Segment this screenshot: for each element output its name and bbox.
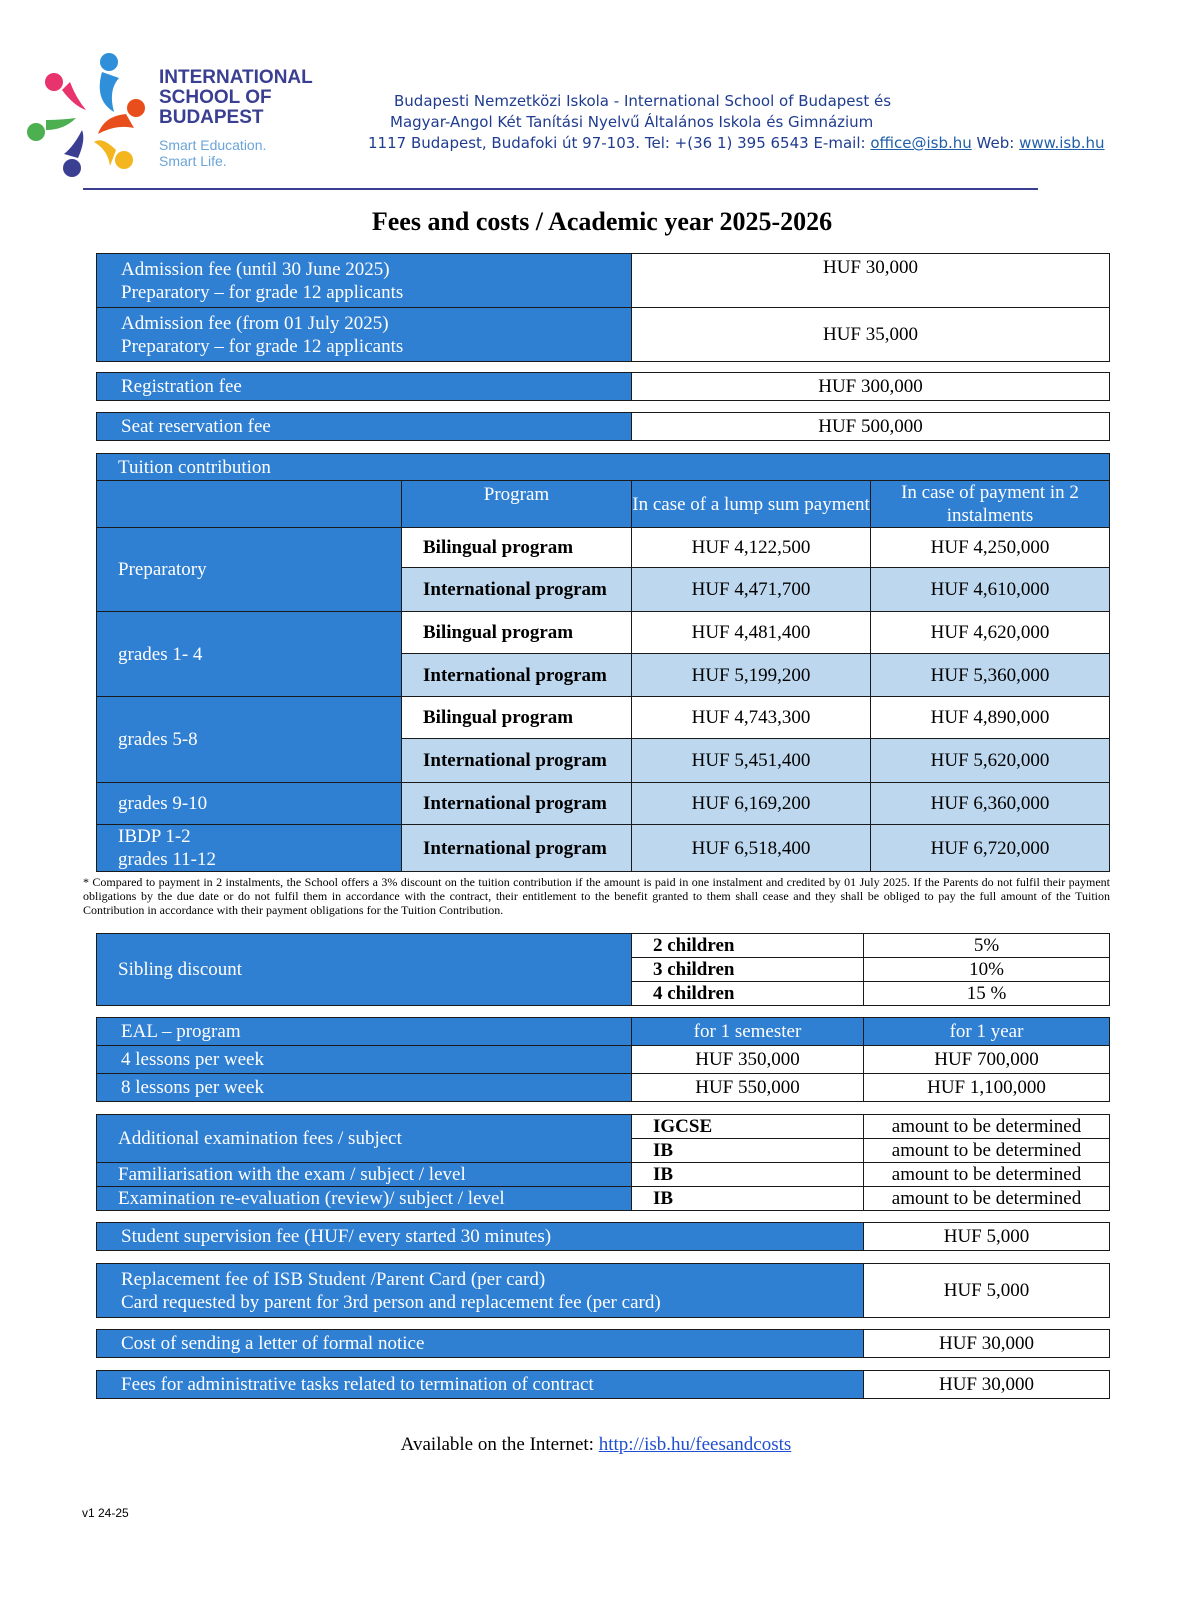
level-ibdp: IBDP 1-2 grades 11-12 bbox=[97, 825, 402, 872]
termination-fee-table bbox=[96, 1370, 1110, 1399]
seat-fee-value: HUF 500,000 bbox=[632, 413, 1110, 441]
sibling-discount-label: Sibling discount bbox=[97, 934, 632, 1006]
re-evaluation-label: Examination re-evaluation (review)/ subject / level bbox=[97, 1187, 632, 1211]
formal-notice-label: Cost of sending a letter of formal notice bbox=[97, 1330, 864, 1358]
exam-type-igcse: IGCSE bbox=[632, 1115, 864, 1139]
logo-tagline: Smart Education. Smart Life. bbox=[159, 137, 267, 169]
sibling-percent: 5% bbox=[864, 934, 1110, 958]
supervision-fee-value: HUF 5,000 bbox=[864, 1223, 1110, 1251]
school-name-line1: Budapesti Nemzetközi Iskola - International School of Budapest és bbox=[394, 92, 892, 110]
logo-figures-icon bbox=[24, 50, 154, 185]
level-grades-1-4: grades 1- 4 bbox=[97, 612, 402, 697]
program-cell: Bilingual program bbox=[402, 697, 632, 739]
program-cell: International program bbox=[402, 568, 632, 612]
additional-exam-label: Additional examination fees / subject bbox=[97, 1115, 632, 1163]
inst-cell: HUF 6,360,000 bbox=[871, 783, 1110, 825]
lump-cell: HUF 4,481,400 bbox=[632, 612, 871, 654]
admission-from-value: HUF 35,000 bbox=[632, 308, 1110, 362]
school-address bbox=[330, 91, 1130, 154]
tuition-table bbox=[96, 453, 1110, 872]
exam-amount: amount to be determined bbox=[864, 1139, 1110, 1163]
admission-from-label: Admission fee (from 01 July 2025) Preparatory – for grade 12 applicants bbox=[97, 308, 632, 362]
tuition-col-inst: In case of payment in 2 instalments bbox=[871, 481, 1110, 528]
familiarisation-label: Familiarisation with the exam / subject / level bbox=[97, 1163, 632, 1187]
tuition-col-program: Program bbox=[402, 481, 632, 528]
lump-cell: HUF 5,199,200 bbox=[632, 654, 871, 697]
fees-link[interactable]: http://isb.hu/feesandcosts bbox=[598, 1434, 792, 1455]
formal-notice-value: HUF 30,000 bbox=[864, 1330, 1110, 1358]
inst-cell: HUF 4,890,000 bbox=[871, 697, 1110, 739]
school-logo bbox=[24, 50, 154, 185]
supervision-fee-table bbox=[96, 1222, 1110, 1251]
exam-type-ib: IB bbox=[632, 1187, 864, 1211]
formal-notice-table bbox=[96, 1329, 1110, 1358]
exam-fees-table bbox=[96, 1114, 1110, 1211]
registration-fee-table bbox=[96, 372, 1110, 401]
level-grades-9-10: grades 9-10 bbox=[97, 783, 402, 825]
registration-fee-value: HUF 300,000 bbox=[632, 373, 1110, 401]
exam-type-ib: IB bbox=[632, 1139, 864, 1163]
level-preparatory: Preparatory bbox=[97, 528, 402, 612]
admission-fee-table bbox=[96, 253, 1110, 362]
inst-cell: HUF 5,620,000 bbox=[871, 739, 1110, 783]
exam-amount: amount to be determined bbox=[864, 1115, 1110, 1139]
card-fee-table bbox=[96, 1263, 1110, 1318]
eal-year-value: HUF 700,000 bbox=[864, 1046, 1110, 1074]
eal-semester-value: HUF 550,000 bbox=[632, 1074, 864, 1102]
inst-cell: HUF 5,360,000 bbox=[871, 654, 1110, 697]
exam-amount: amount to be determined bbox=[864, 1163, 1110, 1187]
program-cell: International program bbox=[402, 654, 632, 697]
supervision-fee-label: Student supervision fee (HUF/ every started 30 minutes) bbox=[97, 1223, 864, 1251]
eal-col-year: for 1 year bbox=[864, 1018, 1110, 1046]
eal-col-semester: for 1 semester bbox=[632, 1018, 864, 1046]
eal-semester-value: HUF 350,000 bbox=[632, 1046, 864, 1074]
eal-label: EAL – program bbox=[97, 1018, 632, 1046]
exam-amount: amount to be determined bbox=[864, 1187, 1110, 1211]
registration-fee-label: Registration fee bbox=[97, 373, 632, 401]
card-fee-label: Replacement fee of ISB Student /Parent Card (per card) Card requested by parent for 3rd person and replacement fee (per card) bbox=[97, 1264, 864, 1318]
seat-fee-table bbox=[96, 412, 1110, 441]
sibling-children: 3 children bbox=[632, 958, 864, 982]
school-name-line2: Magyar-Angol Két Tanítási Nyelvű Általános Iskola és Gimnázium bbox=[390, 113, 874, 131]
school-contact-line: 1117 Budapest, Budafoki út 97-103. Tel: +(36 1) 395 6543 E-mail: office@isb.hu Web: www.isb.hu bbox=[368, 134, 1105, 152]
admission-until-label: Admission fee (until 30 June 2025) Preparatory – for grade 12 applicants bbox=[97, 254, 632, 308]
program-cell: International program bbox=[402, 739, 632, 783]
card-fee-value: HUF 5,000 bbox=[864, 1264, 1110, 1318]
tuition-title: Tuition contribution bbox=[97, 454, 1110, 481]
eal-row-label: 4 lessons per week bbox=[97, 1046, 632, 1074]
internet-note: Available on the Internet: http://isb.hu/feesandcosts bbox=[400, 1434, 792, 1455]
lump-cell: HUF 4,471,700 bbox=[632, 568, 871, 612]
logo-name: INTERNATIONAL SCHOOL OF BUDAPEST bbox=[159, 67, 313, 128]
eal-row-label: 8 lessons per week bbox=[97, 1074, 632, 1102]
inst-cell: HUF 4,250,000 bbox=[871, 528, 1110, 568]
page-title: Fees and costs / Academic year 2025-2026 bbox=[371, 207, 833, 236]
exam-type-ib: IB bbox=[632, 1163, 864, 1187]
sibling-percent: 10% bbox=[864, 958, 1110, 982]
lump-cell: HUF 4,743,300 bbox=[632, 697, 871, 739]
inst-cell: HUF 6,720,000 bbox=[871, 825, 1110, 872]
inst-cell: HUF 4,610,000 bbox=[871, 568, 1110, 612]
header-divider bbox=[83, 188, 1038, 190]
program-cell: Bilingual program bbox=[402, 612, 632, 654]
eal-table bbox=[96, 1017, 1110, 1102]
program-cell: Bilingual program bbox=[402, 528, 632, 568]
sibling-children: 4 children bbox=[632, 982, 864, 1006]
sibling-discount-table bbox=[96, 933, 1110, 1006]
sibling-percent: 15 % bbox=[864, 982, 1110, 1006]
admission-until-value: HUF 30,000 bbox=[632, 254, 1110, 308]
lump-cell: HUF 5,451,400 bbox=[632, 739, 871, 783]
program-cell: International program bbox=[402, 783, 632, 825]
inst-cell: HUF 4,620,000 bbox=[871, 612, 1110, 654]
tuition-col-lump: In case of a lump sum payment bbox=[632, 481, 871, 528]
level-grades-5-8: grades 5-8 bbox=[97, 697, 402, 783]
website-link[interactable]: www.isb.hu bbox=[1019, 134, 1105, 152]
sibling-children: 2 children bbox=[632, 934, 864, 958]
version-label: v1 24-25 bbox=[82, 1506, 129, 1520]
seat-fee-label: Seat reservation fee bbox=[97, 413, 632, 441]
program-cell: International program bbox=[402, 825, 632, 872]
email-link[interactable]: office@isb.hu bbox=[870, 134, 972, 152]
termination-fee-value: HUF 30,000 bbox=[864, 1371, 1110, 1399]
lump-cell: HUF 6,518,400 bbox=[632, 825, 871, 872]
lump-cell: HUF 6,169,200 bbox=[632, 783, 871, 825]
tuition-footnote: * Compared to payment in 2 instalments, the School offers a 3% discount on the tuition contribution if the amount is paid in one instalment and credited by 01 July 2025. If the Parents do not fulfil their payment obligations by the due date or do not fulfil them in accordance with the contract, their entitlement to the benefit granted to them shall cease and they shall be obliged to pay the full amount of the Tuition Contribution in accordance with their payment obligations for the Tuition Contribution. bbox=[83, 875, 1110, 917]
lump-cell: HUF 4,122,500 bbox=[632, 528, 871, 568]
eal-year-value: HUF 1,100,000 bbox=[864, 1074, 1110, 1102]
termination-fee-label: Fees for administrative tasks related to termination of contract bbox=[97, 1371, 864, 1399]
